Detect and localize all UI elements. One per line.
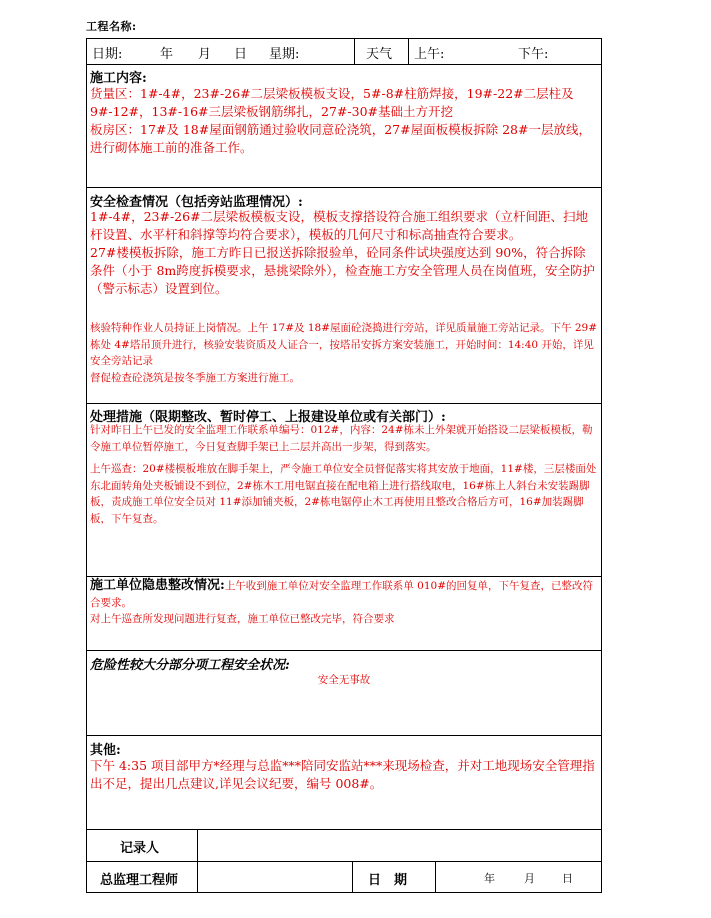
- construction-line: 货量区：1#-4#，23#-26#二层梁板模板支设，5#-8#柱筋焊接，19#-22#二层柱及9#-12#，13#-16#三层梁板钢筋绑扎，27#-30#基础土方开挖: [90, 86, 574, 119]
- morning-label: 上午:: [414, 47, 445, 62]
- footer-month-label: 月: [524, 872, 535, 885]
- footer-year-label: 年: [484, 872, 495, 885]
- construction-line: 板房区：17#及 18#屋面钢筋通过验收同意砼浇筑，27#屋面板模板拆除 28#一层放线，进行砌体施工前的准备工作。: [90, 122, 591, 155]
- rectification-inline: 上午收到施工单位对安全监理工作联系单 010#的回复单，下午复查，已整改符合要求。: [90, 580, 593, 609]
- row1-split-1: [354, 38, 355, 64]
- month-label: 月: [198, 47, 212, 62]
- weather-label: 天气: [366, 47, 393, 62]
- other-title: 其他:: [90, 743, 121, 758]
- divider-construction: [86, 187, 602, 188]
- divider-safety: [86, 403, 602, 404]
- construction-body: [90, 85, 598, 157]
- other-body: 下午 4:35 项目部甲方*经理与总监***陪同安监站***来现场检查，并对工地现场安全管理指出不足，提出几点建议,详见会议纪要，编号 008#。: [90, 758, 595, 791]
- hazard-status: 安全无事故: [317, 674, 371, 686]
- divider-hazard: [86, 735, 602, 736]
- footer-split-1: [197, 829, 198, 893]
- date-label: 日期:: [92, 47, 123, 62]
- hazard-title: 危险性较大分部分项工程安全状况:: [90, 658, 290, 673]
- safety-line: 督促检查砼浇筑是按冬季施工方案进行施工。: [90, 371, 300, 384]
- project-name-label: 工程名称:: [86, 20, 137, 33]
- year-label: 年: [160, 47, 174, 62]
- chief-engineer-label: 总监理工程师: [100, 873, 179, 888]
- safety-line: 27#楼模板拆除，施工方昨日已报送拆除报验单，砼同条件试块强度达到 90%，符合拆除条件（小于 8m跨度拆模要求，悬挑梁除外），检查施工方安全管理人员在岗值班，安全防护（警示标志）设置到位。: [90, 245, 596, 296]
- rectification-body: [90, 578, 598, 628]
- footer-split-3: [435, 861, 436, 893]
- weekday-label: 星期:: [269, 47, 300, 62]
- footer-split-2: [352, 861, 353, 893]
- divider-measures: [86, 576, 602, 577]
- measures-title: 处理措施（限期整改、暂时停工、上报建设单位或有关部门）:: [90, 410, 446, 425]
- afternoon-label: 下午:: [518, 47, 549, 62]
- divider-other: [86, 829, 602, 830]
- rectification-line: 对上午巡查所发现问题进行复查，施工单位已整改完毕，符合要求: [90, 613, 395, 625]
- safety-body-small: [90, 320, 598, 386]
- safety-body-large: [90, 208, 598, 298]
- rectification-line: [90, 578, 598, 611]
- safety-title: 安全检查情况（包括旁站监理情况）:: [90, 195, 303, 210]
- construction-title: 施工内容:: [90, 71, 147, 86]
- divider-row1: [86, 64, 602, 65]
- rectification-title: 施工单位隐患整改情况:: [90, 578, 225, 593]
- recorder-label: 记录人: [120, 841, 160, 856]
- divider-rectification: [86, 650, 602, 651]
- day-label: 日: [234, 47, 248, 62]
- footer-day-label: 日: [562, 872, 573, 885]
- footer-date-label: 日 期: [368, 873, 408, 888]
- safety-line: 1#-4#，23#-26#二层梁板模板支设，模板支撑搭设符合施工组织要求（立杆间距、扫地杆设置、水平杆和斜撑等均符合要求），模板的几何尺寸和标高抽查符合要求。: [90, 209, 589, 242]
- safety-line: 核验特种作业人员持证上岗情况。上午 17#及 18#屋面砼浇捣进行旁站，详见质量施工旁站记录。下午 29#栋处 4#塔吊顶升进行，核验安装资质及人证合一，按塔吊安拆方案安装施工，开始时间：14:40 开始，详见安全旁站记录: [90, 322, 597, 367]
- measures-line: 上午巡查：20#楼模板堆放在脚手架上，严令施工单位安全员督促落实将其安放于地面，11#楼，三层楼面处东北面转角处夹板铺设不到位，2#栋木工用电锯直接在配电箱上进行搭线取电，16#栋上人斜台未安装踢脚板，责成施工单位安全员对 11#添加铺夹板，2#栋电锯停止木工再使用且整改合格后方可，16#加装踢脚板，下午复查。: [90, 463, 597, 525]
- row1-split-2: [408, 38, 409, 64]
- measures-body: [90, 422, 598, 527]
- measures-line: 针对昨日上午已发的安全监理工作联系单编号：012#，内容：24#栋未上外架就开始搭设二层梁板模板，勒令施工单位暂停施工，今日复查脚手架已上二层并高出一步架，得到落实。: [90, 424, 593, 453]
- divider-recorder: [86, 861, 602, 862]
